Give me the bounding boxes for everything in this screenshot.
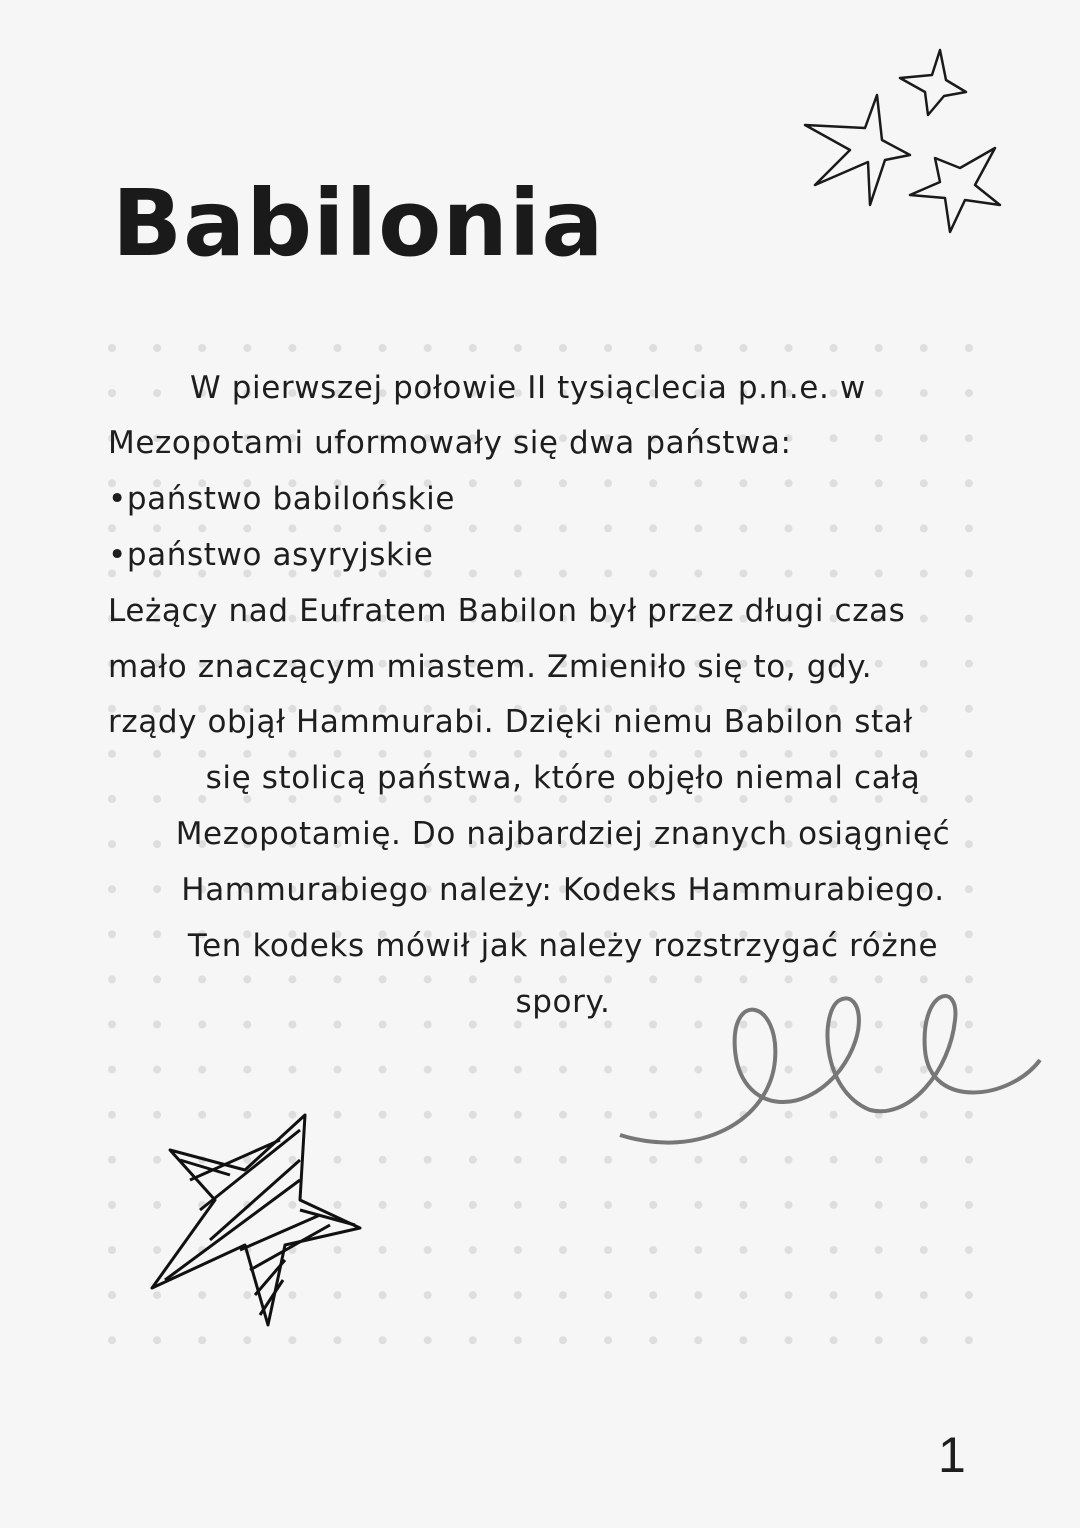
body-line: się stolicą państwa, które objęło niemal całą bbox=[205, 760, 921, 796]
bullet-item: •państwo asyryjskie bbox=[108, 537, 434, 573]
body-line: Hammurabiego należy: Kodeks Hammurabiego. bbox=[181, 872, 945, 908]
body-line: mało znaczącym miastem. Zmieniło się to, gdy. bbox=[108, 649, 873, 685]
body-line: Mezopotami uformowały się dwa państwa: bbox=[108, 425, 792, 461]
body-line: Leżący nad Eufratem Babilon był przez długi czas bbox=[108, 593, 906, 629]
body-line: Ten kodeks mówił jak należy rozstrzygać różne bbox=[187, 928, 939, 964]
star-outline-icon bbox=[805, 50, 1000, 232]
page-number: 1 bbox=[938, 1427, 966, 1483]
body-line: W pierwszej połowie II tysiąclecia p.n.e. w bbox=[190, 370, 866, 406]
body-line: spory. bbox=[515, 984, 611, 1020]
page-title: Babilonia bbox=[112, 170, 605, 277]
body-line: Mezopotamię. Do najbardziej znanych osiągnięć bbox=[175, 816, 951, 852]
body-line: rządy objął Hammurabi. Dzięki niemu Babilon stał bbox=[108, 704, 913, 740]
bullet-item: •państwo babilońskie bbox=[108, 481, 456, 517]
scribbled-star-icon bbox=[152, 1115, 360, 1325]
